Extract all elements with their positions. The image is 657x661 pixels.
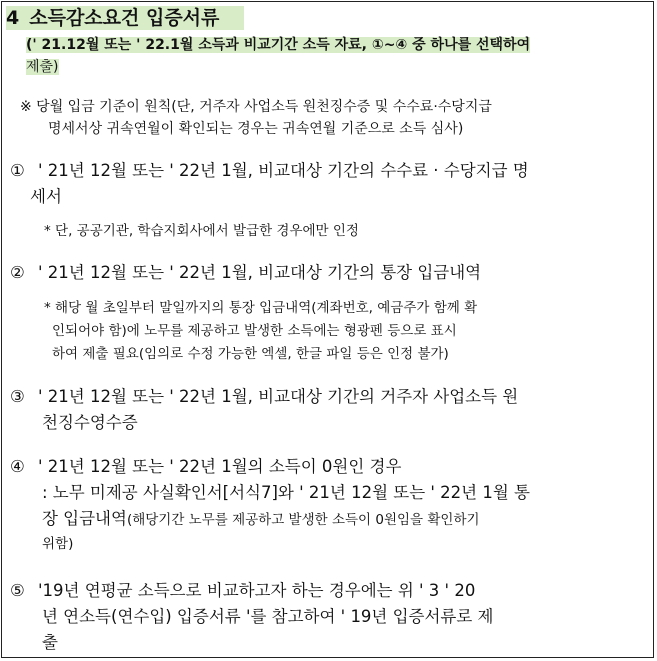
intro-line-1: (' 21.12월 또는 ' 22.1월 소득과 비교기간 소득 자료, ①~④ 중 하나를 선택하여 (26, 37, 531, 53)
list-item-1 (10, 158, 647, 210)
item-text-cont: 년 연소득(연수입) 입증서류 '를 참고하여 ' 19년 입증서류로 제 (42, 607, 494, 626)
item-marker: ① (10, 161, 25, 180)
note-line: 인되어야 함)에 노무를 제공하고 발생한 소득에는 형광펜 등으로 표시 (52, 323, 457, 339)
list-item-5 (10, 578, 647, 656)
item-text-cont: 천징수영수증 (42, 413, 138, 432)
intro-note (26, 34, 649, 78)
item-text-cont: 세서 (30, 187, 62, 206)
item-marker: ⑤ (10, 581, 25, 600)
item-text-small: (해당기간 노무를 제공하고 발생한 소득이 0원임을 확인하기 (126, 512, 480, 528)
note-line: 하여 제출 필요(임의로 수정 가능한 엑셀, 한글 파일 등은 인정 불가) (52, 346, 449, 362)
item-text: '19년 연평균 소득으로 비교하고자 하는 경우에는 위 ' 3 ' 20 (38, 581, 476, 600)
principle-line-1: ※ 당월 입금 기준이 원칙(단, 거주자 사업소득 원천징수증 및 수수료·수당지급 (20, 99, 492, 115)
note-line: * 해당 월 초일부터 말일까지의 통장 입금내역(계좌번호, 예금주가 함께 확 (44, 300, 478, 316)
item-text: ' 21년 12월 또는 ' 22년 1월, 비교대상 기간의 수수료 · 수당지급 명 (38, 161, 529, 180)
section-title: 소득감소요건 입증서류 (29, 7, 220, 29)
item-text-cont: 출 (42, 633, 58, 652)
item-text-cont: 장 입금내역 (42, 509, 127, 528)
item-text: ' 21년 12월 또는 ' 22년 1월, 비교대상 기간의 통장 입금내역 (38, 263, 482, 282)
list-item-2 (10, 260, 647, 286)
section-header (6, 6, 244, 30)
principle-note (20, 96, 649, 140)
section-number: 4 (6, 7, 20, 29)
item-1-note: * 단, 공공기관, 학습지회사에서 발급한 경우에만 인정 (44, 223, 359, 239)
list-item-4 (10, 454, 647, 555)
item-text: ' 21년 12월 또는 ' 22년 1월의 소득이 0원인 경우 (38, 457, 402, 476)
item-text-small: 위함) (42, 536, 74, 552)
item-marker: ② (10, 263, 25, 282)
item-marker: ④ (10, 457, 25, 476)
item-text: ' 21년 12월 또는 ' 22년 1월, 비교대상 기간의 거주자 사업소득 원 (38, 387, 519, 406)
intro-line-2: 제출) (26, 59, 59, 75)
list-item-3 (10, 384, 647, 436)
principle-line-2: 명세서상 귀속연월이 확인되는 경우는 귀속연월 기준으로 소득 심사) (48, 121, 464, 137)
item-2-note (44, 297, 647, 366)
item-marker: ③ (10, 387, 25, 406)
item-text-cont: : 노무 미제공 사실확인서[서식7]와 ' 21년 12월 또는 ' 22년 1월 통 (42, 483, 530, 502)
